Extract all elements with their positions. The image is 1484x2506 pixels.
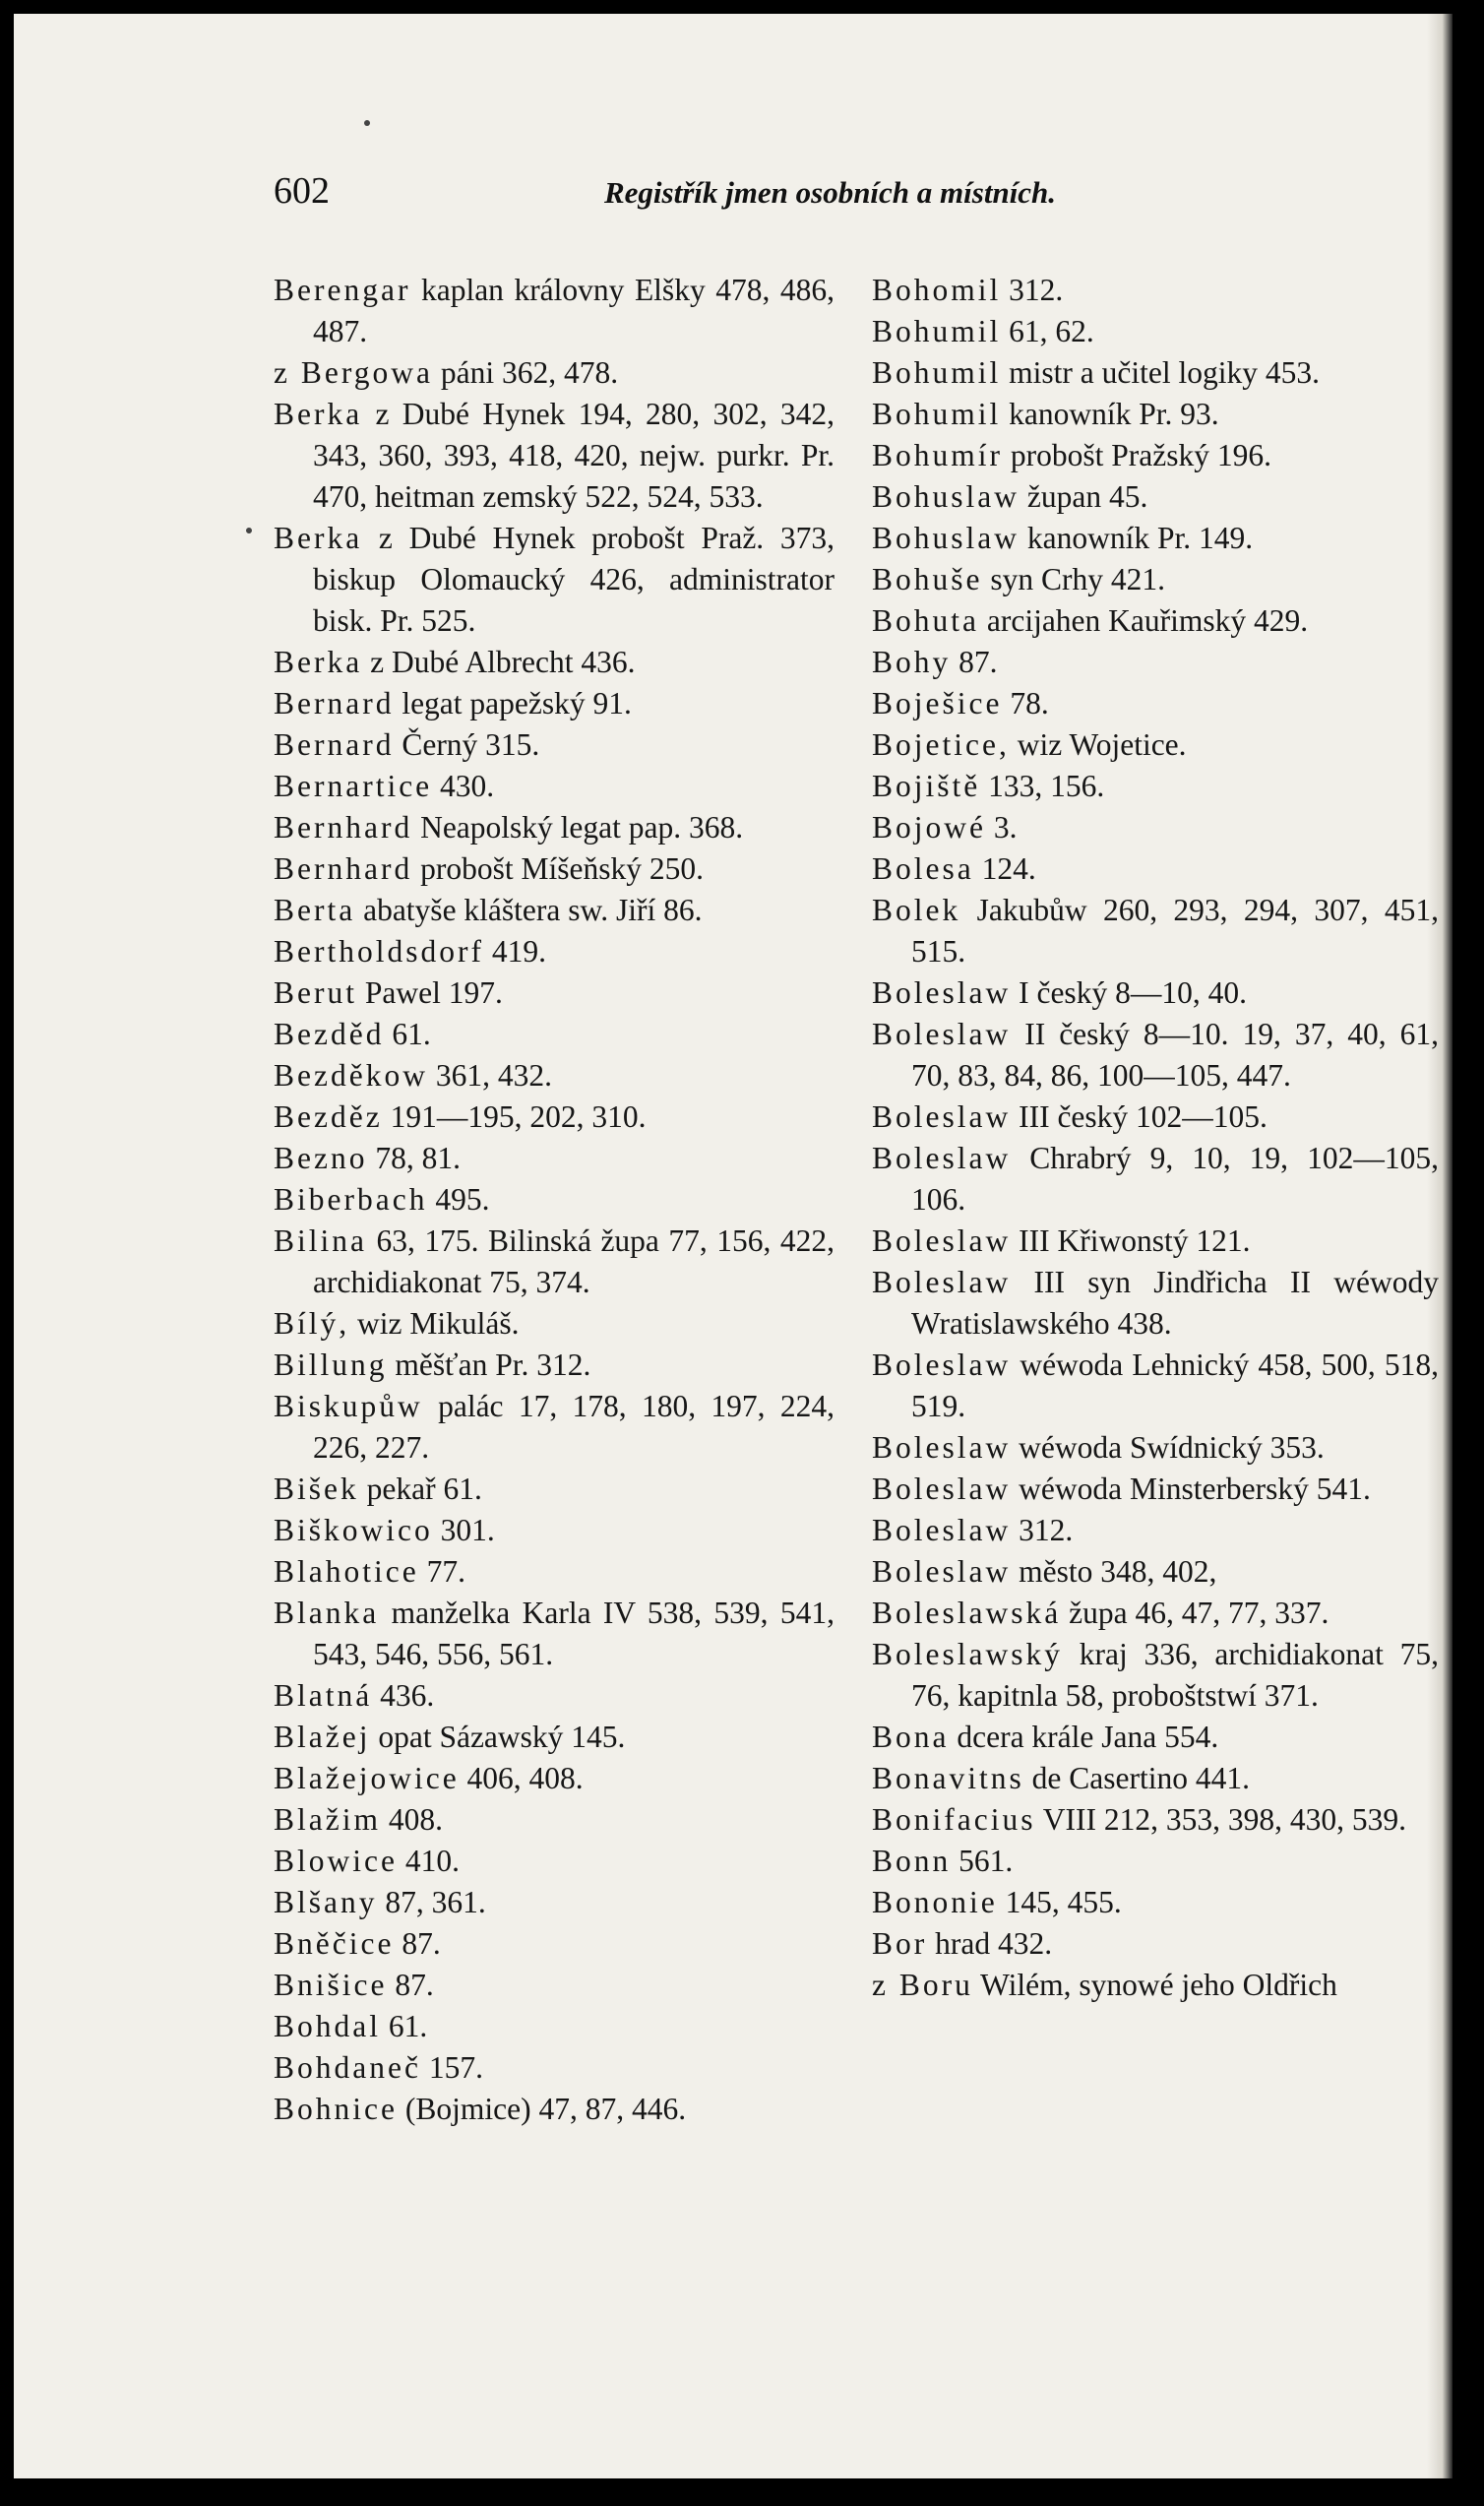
entry-headword: Boleslaw: [872, 1554, 1012, 1589]
index-entry: [872, 724, 1439, 766]
entry-references: palác 17, 178, 180, 197, 224, 226, 227.: [313, 1389, 835, 1465]
entry-references: Jakubůw 260, 293, 294, 307, 451, 515.: [911, 893, 1439, 969]
entry-headword: Blanka: [274, 1596, 380, 1630]
entry-headword: Bezděkow: [274, 1058, 428, 1093]
index-entry: [274, 1717, 835, 1758]
index-entry: [274, 2047, 835, 2089]
index-entry: [872, 972, 1439, 1014]
entry-references: 495.: [427, 1182, 490, 1217]
entry-headword: Bohuslaw: [872, 521, 1020, 555]
entry-headword: Boleslaw: [872, 1141, 1012, 1175]
entry-headword: Berka: [274, 645, 363, 679]
entry-references: 361, 432.: [427, 1058, 552, 1093]
entry-references: 408.: [380, 1802, 443, 1837]
entry-headword: Blahotice: [274, 1554, 419, 1589]
ink-speck: [246, 528, 252, 533]
entry-references: VIII 212, 353, 398, 430, 539.: [1035, 1802, 1407, 1837]
entry-headword: Bohumil: [872, 314, 1002, 348]
index-entry: [274, 1923, 835, 1965]
entry-references: syn Crhy 421.: [982, 562, 1166, 596]
entry-headword: Bohy: [872, 645, 952, 679]
entry-references: wiz Wojetice.: [1009, 727, 1187, 762]
index-entry: [872, 1923, 1439, 1965]
entry-references: 87.: [394, 1926, 441, 1961]
entry-headword: Boješice: [872, 686, 1003, 720]
entry-references: 87.: [387, 1968, 434, 2002]
entry-headword: Blšany: [274, 1885, 378, 1919]
entry-headword: Bohumír: [872, 438, 1004, 472]
entry-headword: Bojiště: [872, 769, 981, 803]
entry-references: 133, 156.: [980, 769, 1105, 803]
entry-headword: Boleslaw: [872, 975, 1012, 1010]
entry-references: (Bojmice) 47, 87, 446.: [397, 2092, 687, 2126]
entry-headword: Bezděd: [274, 1017, 385, 1051]
entry-headword: Bona: [872, 1720, 950, 1754]
index-entry: [274, 766, 835, 807]
index-entry: [872, 1841, 1439, 1882]
entry-references: 61.: [384, 1017, 431, 1051]
entry-headword: Boleslaw: [872, 1017, 1012, 1051]
entry-headword: Bonavitns: [872, 1761, 1024, 1795]
index-entry: [872, 600, 1439, 642]
index-entry: [274, 352, 835, 394]
index-entry: [274, 1138, 835, 1179]
index-entry: [274, 683, 835, 724]
index-entry: [872, 1882, 1439, 1923]
entry-references: z Dubé Albrecht 436.: [362, 645, 636, 679]
entry-references: 3.: [986, 810, 1018, 845]
index-entry: [872, 1965, 1439, 2006]
entry-headword: Billung: [274, 1347, 388, 1382]
entry-references: III Křiwonstý 121.: [1011, 1223, 1251, 1258]
entry-references: 561.: [951, 1844, 1014, 1878]
left-index-column: [274, 270, 835, 2130]
index-entry: [872, 1096, 1439, 1138]
entry-references: arcijahen Kauřimský 429.: [979, 603, 1309, 638]
entry-references: mistr a učitel logiky 453.: [1001, 355, 1320, 390]
entry-references: probošt Míšeňský 250.: [412, 851, 704, 886]
entry-references: wéwoda Swídnický 353.: [1011, 1430, 1325, 1465]
index-entry: [274, 1014, 835, 1055]
entry-headword: Boleslaw: [872, 1430, 1012, 1465]
index-entry: [872, 518, 1439, 559]
entry-headword: z Bergowa: [274, 355, 433, 390]
entry-references: z Dubé Hynek 194, 280, 302, 342, 343, 360, 393, 418, 420, nejw. purkr. Pr. 470, heitman zemský 522, 524, 533.: [313, 397, 835, 514]
entry-references: 61, 62.: [1001, 314, 1094, 348]
entry-references: wéwoda Lehnický 458, 500, 518, 519.: [911, 1347, 1439, 1423]
index-entry: [872, 1551, 1439, 1593]
index-entry: [274, 890, 835, 931]
entry-headword: Bohomil: [872, 273, 1002, 307]
entry-references: pekař 61.: [358, 1472, 482, 1506]
index-entry: [274, 1593, 835, 1675]
entry-references: Wilém, synowé jeho Oldřich: [972, 1968, 1337, 2002]
entry-references: III syn Jindřicha II wéwody Wratislawského 438.: [911, 1265, 1439, 1341]
index-entry: [872, 1799, 1439, 1841]
entry-references: 406, 408.: [459, 1761, 584, 1795]
entry-headword: Bohuslaw: [872, 479, 1020, 514]
entry-references: 312.: [1001, 273, 1064, 307]
index-entry: [872, 642, 1439, 683]
index-entry: [872, 1221, 1439, 1262]
entry-references: 78.: [1002, 686, 1049, 720]
entry-headword: Bohdal: [274, 2009, 381, 2043]
entry-headword: Bílý,: [274, 1306, 350, 1341]
index-entry: [274, 1551, 835, 1593]
entry-headword: Bohuše: [872, 562, 983, 596]
entry-references: Chrabrý 9, 10, 19, 102—105, 106.: [911, 1141, 1439, 1217]
index-entry: [872, 683, 1439, 724]
entry-headword: Bertholdsdorf: [274, 934, 484, 969]
entry-references: 61.: [381, 2009, 428, 2043]
entry-headword: Bojetice,: [872, 727, 1010, 762]
page-header: [274, 169, 1140, 238]
index-entry: [872, 311, 1439, 352]
entry-references: 87, 361.: [377, 1885, 486, 1919]
index-entry: [274, 1386, 835, 1469]
entry-headword: Boleslaw: [872, 1265, 1012, 1299]
entry-headword: Boleslaw: [872, 1347, 1012, 1382]
entry-headword: Boleslaw: [872, 1472, 1012, 1506]
entry-headword: Bojowé: [872, 810, 986, 845]
entry-headword: Bezděz: [274, 1099, 383, 1134]
entry-headword: Biskupůw: [274, 1389, 423, 1423]
entry-references: de Casertino 441.: [1023, 1761, 1250, 1795]
entry-headword: Bonn: [872, 1844, 952, 1878]
index-entry: [274, 848, 835, 890]
entry-headword: Berengar: [274, 273, 411, 307]
entry-references: wéwoda Minsterberský 541.: [1011, 1472, 1371, 1506]
entry-references: město 348, 402,: [1011, 1554, 1217, 1589]
entry-references: 124.: [973, 851, 1036, 886]
index-entry: [872, 394, 1439, 435]
entry-headword: Bernard: [274, 727, 395, 762]
entry-headword: Bolesa: [872, 851, 974, 886]
index-entry: [872, 766, 1439, 807]
index-entry: [872, 1510, 1439, 1551]
entry-headword: Berut: [274, 975, 357, 1010]
index-entry: [872, 1593, 1439, 1634]
index-entry: [872, 352, 1439, 394]
entry-headword: Blowice: [274, 1844, 398, 1878]
index-entry: [274, 1303, 835, 1345]
entry-headword: Bezno: [274, 1141, 368, 1175]
entry-headword: Berka: [274, 521, 363, 555]
index-entry: [872, 1345, 1439, 1427]
scanned-page: [14, 14, 1453, 2478]
entry-references: opat Sázawský 145.: [370, 1720, 626, 1754]
index-entry: [872, 1138, 1439, 1221]
entry-references: III český 102—105.: [1011, 1099, 1268, 1134]
entry-references: kaplan královny Elšky 478, 486, 487.: [313, 273, 835, 348]
entry-headword: Berka: [274, 397, 363, 431]
entry-headword: Bernard: [274, 686, 395, 720]
entry-references: legat papežský 91.: [394, 686, 632, 720]
index-entry: [872, 435, 1439, 476]
entry-headword: Bolek: [872, 893, 961, 927]
entry-references: 77.: [418, 1554, 465, 1589]
entry-headword: Bohnice: [274, 2092, 398, 2126]
entry-headword: Bišek: [274, 1472, 359, 1506]
entry-references: wiz Mikuláš.: [349, 1306, 520, 1341]
entry-references: z Dubé Hynek probošt Praž. 373, biskup Olomaucký 426, administrator bisk. Pr. 525.: [313, 521, 835, 638]
entry-references: měšťan Pr. 312.: [387, 1347, 591, 1382]
index-entry: [274, 394, 835, 518]
index-entry: [274, 931, 835, 972]
entry-references: 419.: [483, 934, 546, 969]
index-entry: [274, 1965, 835, 2006]
entry-references: 78, 81.: [367, 1141, 461, 1175]
entry-references: Pawel 197.: [356, 975, 503, 1010]
index-entry: [274, 972, 835, 1014]
entry-references: župan 45.: [1020, 479, 1148, 514]
entry-headword: Bernartice: [274, 769, 433, 803]
entry-references: probošt Pražský 196.: [1003, 438, 1271, 472]
index-entry: [872, 1717, 1439, 1758]
index-entry: [872, 1634, 1439, 1717]
index-entry: [274, 518, 835, 642]
index-entry: [872, 1262, 1439, 1345]
index-entry: [274, 1882, 835, 1923]
entry-references: manželka Karla IV 538, 539, 541, 543, 546, 556, 561.: [313, 1596, 835, 1671]
entry-headword: Blažim: [274, 1802, 381, 1837]
entry-references: 63, 175. Bilinská župa 77, 156, 422, archidiakonat 75, 374.: [313, 1223, 835, 1299]
index-entry: [274, 1799, 835, 1841]
entry-references: páni 362, 478.: [433, 355, 619, 390]
entry-headword: Bohumil: [872, 355, 1002, 390]
entry-headword: z Boru: [872, 1968, 973, 2002]
entry-headword: Bohumil: [872, 397, 1002, 431]
entry-headword: Bnišice: [274, 1968, 388, 2002]
entry-references: hrad 432.: [927, 1926, 1053, 1961]
index-entry: [274, 1221, 835, 1303]
index-entry: [872, 270, 1439, 311]
entry-references: dcera krále Jana 554.: [949, 1720, 1219, 1754]
index-entry: [872, 890, 1439, 972]
entry-references: 157.: [420, 2050, 483, 2085]
index-entry: [274, 1055, 835, 1096]
entry-headword: Bor: [872, 1926, 928, 1961]
entry-references: abatyše kláštera sw. Jiří 86.: [355, 893, 703, 927]
index-entry: [274, 1179, 835, 1221]
entry-references: župa 46, 47, 77, 337.: [1061, 1596, 1329, 1630]
entry-references: 191—195, 202, 310.: [382, 1099, 647, 1134]
page-number: 602: [274, 170, 330, 212]
index-entry: [274, 2006, 835, 2047]
entry-headword: Boleslawská: [872, 1596, 1062, 1630]
entry-headword: Blažejowice: [274, 1761, 460, 1795]
entry-references: 145, 455.: [997, 1885, 1122, 1919]
index-entry: [274, 1510, 835, 1551]
index-entry: [872, 1758, 1439, 1799]
index-entry: [274, 1096, 835, 1138]
entry-headword: Boleslaw: [872, 1513, 1012, 1547]
entry-headword: Bilina: [274, 1223, 367, 1258]
index-entry: [872, 1469, 1439, 1510]
entry-references: 410.: [397, 1844, 460, 1878]
entry-headword: Biškowico: [274, 1513, 433, 1547]
index-entry: [274, 724, 835, 766]
entry-headword: Boleslawský: [872, 1637, 1063, 1671]
index-entry: [274, 1469, 835, 1510]
entry-headword: Bernhard: [274, 851, 413, 886]
entry-references: II český 8—10. 19, 37, 40, 61, 70, 83, 84, 86, 100—105, 447.: [911, 1017, 1439, 1093]
entry-references: 301.: [432, 1513, 495, 1547]
index-entry: [274, 1345, 835, 1386]
entry-headword: Bonifacius: [872, 1802, 1036, 1837]
index-entry: [274, 1675, 835, 1717]
index-entry: [872, 1014, 1439, 1096]
right-index-column: [872, 270, 1439, 2006]
entry-references: 87.: [951, 645, 998, 679]
entry-references: I český 8—10, 40.: [1011, 975, 1247, 1010]
entry-headword: Blažej: [274, 1720, 371, 1754]
entry-references: Černý 315.: [394, 727, 540, 762]
index-entry: [274, 642, 835, 683]
entry-headword: Blatná: [274, 1678, 373, 1713]
index-entry: [872, 476, 1439, 518]
entry-headword: Bněčice: [274, 1926, 395, 1961]
entry-headword: Bohdaneč: [274, 2050, 421, 2085]
entry-references: kraj 336, archidiakonat 75, 76, kapitnla 58, proboštstwí 371.: [911, 1637, 1439, 1713]
index-entry: [274, 2089, 835, 2130]
index-entry: [274, 270, 835, 352]
entry-references: kanowník Pr. 149.: [1020, 521, 1254, 555]
entry-headword: Berta: [274, 893, 356, 927]
index-entry: [274, 1758, 835, 1799]
running-title: Registřík jmen osobních a místních.: [604, 175, 1057, 210]
index-entry: [872, 559, 1439, 600]
entry-headword: Bononie: [872, 1885, 998, 1919]
index-entry: [872, 1427, 1439, 1469]
entry-references: 430.: [432, 769, 495, 803]
index-entry: [274, 1841, 835, 1882]
entry-references: 436.: [372, 1678, 435, 1713]
index-entry: [274, 807, 835, 848]
entry-headword: Bohuta: [872, 603, 979, 638]
entry-headword: Boleslaw: [872, 1099, 1012, 1134]
index-entry: [872, 807, 1439, 848]
entry-headword: Biberbach: [274, 1182, 428, 1217]
entry-references: kanowník Pr. 93.: [1001, 397, 1219, 431]
entry-headword: Bernhard: [274, 810, 413, 845]
entry-references: Neapolský legat pap. 368.: [412, 810, 744, 845]
entry-references: 312.: [1011, 1513, 1074, 1547]
index-entry: [872, 848, 1439, 890]
ink-speck: [364, 120, 370, 126]
entry-headword: Boleslaw: [872, 1223, 1012, 1258]
